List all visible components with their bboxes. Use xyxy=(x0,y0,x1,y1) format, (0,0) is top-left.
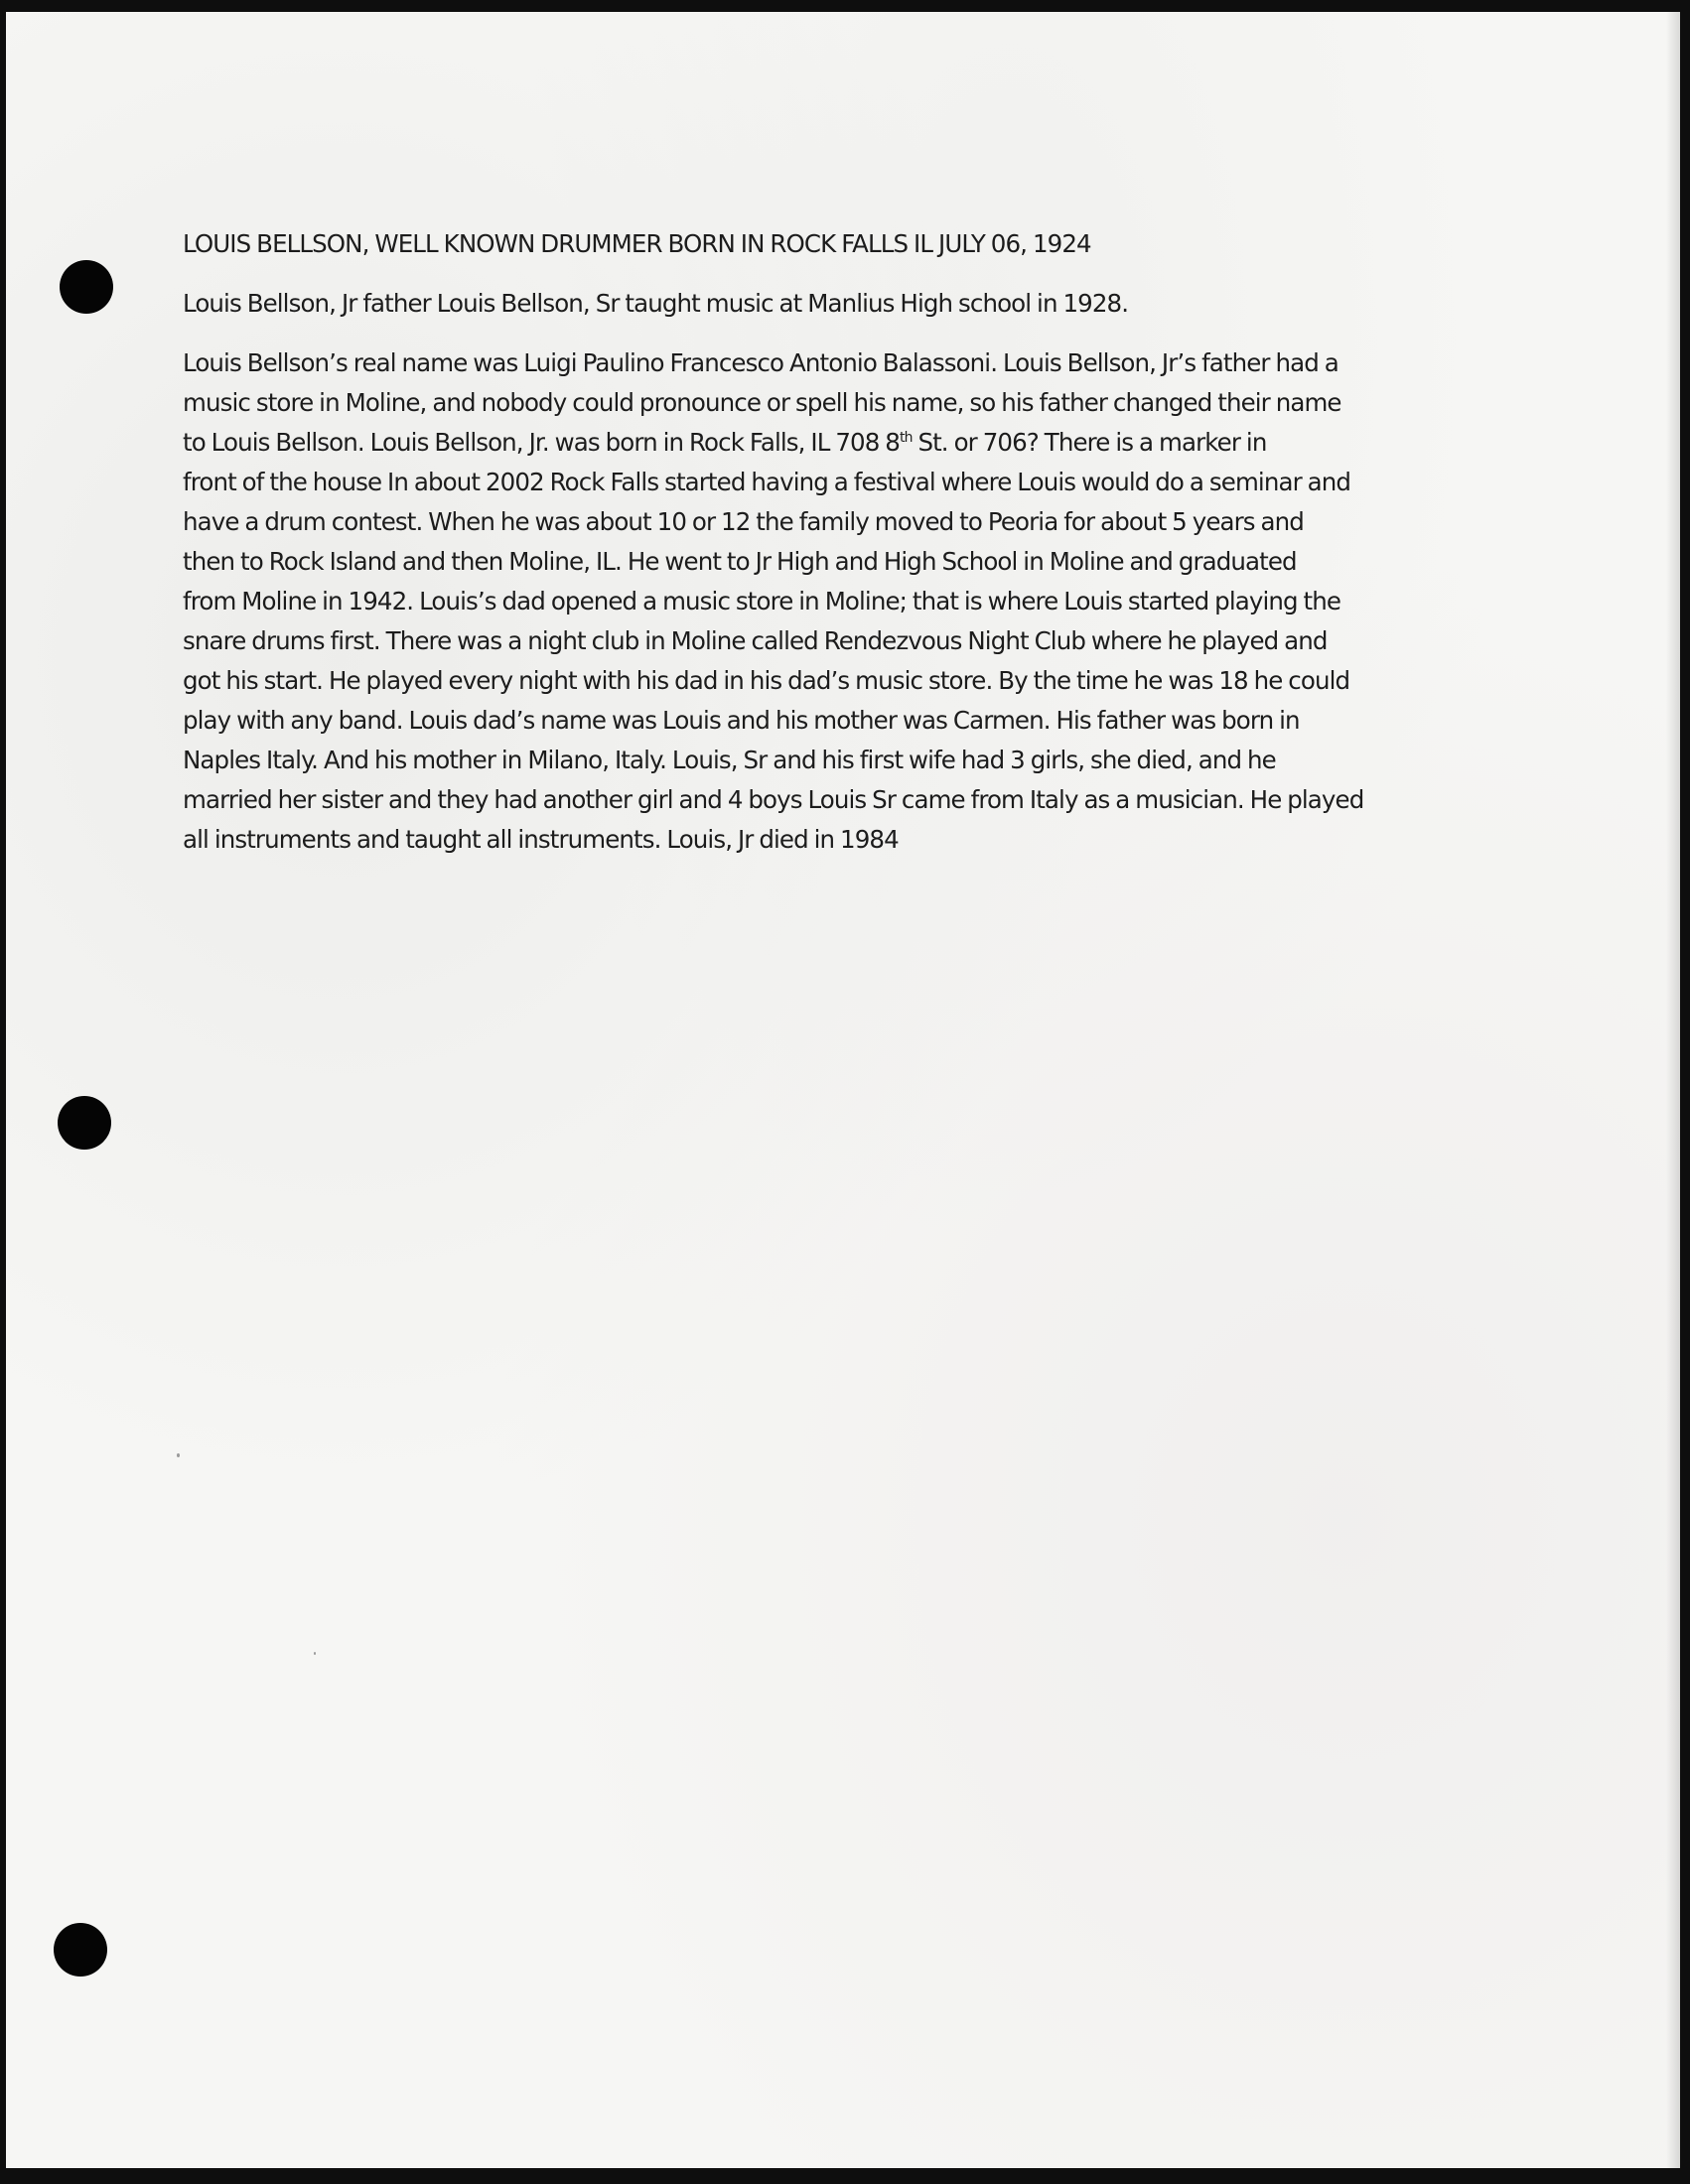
body-line: got his start. He played every night with his dad in his dad’s music store. By the time he was 18 he could xyxy=(183,666,1350,695)
body-line: Louis Bellson’s real name was Luigi Paulino Francesco Antonio Balassoni. Louis Bellson, Jr’s father had a xyxy=(183,348,1338,377)
body-line: snare drums first. There was a night club in Moline called Rendezvous Night Club where he played and xyxy=(183,626,1328,655)
paper-speck xyxy=(177,1453,180,1457)
body-line-text: to Louis Bellson. Louis Bellson, Jr. was born in Rock Falls, IL 708 8 xyxy=(183,428,900,457)
document-text xyxy=(183,224,1493,860)
ordinal-superscript: th xyxy=(900,429,913,446)
body-line: play with any band. Louis dad’s name was Louis and his mother was Carmen. His father was born in xyxy=(183,706,1300,735)
paper-edge-shadow xyxy=(1666,12,1680,2168)
body-line xyxy=(183,423,1493,463)
body-line: have a drum contest. When he was about 10 or 12 the family moved to Peoria for about 5 years and xyxy=(183,507,1304,536)
body-line: from Moline in 1942. Louis’s dad opened a music store in Moline; that is where Louis started playing the xyxy=(183,587,1341,615)
paper-speck xyxy=(314,1652,316,1655)
punch-hole-middle xyxy=(58,1096,111,1150)
body-line: Naples Italy. And his mother in Milano, Italy. Louis, Sr and his first wife had 3 girls, she died, and he xyxy=(183,746,1276,774)
punch-hole-top xyxy=(60,260,113,314)
body-line: married her sister and they had another girl and 4 boys Louis Sr came from Italy as a musician. He played xyxy=(183,785,1364,814)
body-line: front of the house In about 2002 Rock Falls started having a festival where Louis would do a seminar and xyxy=(183,468,1351,496)
body-line: then to Rock Island and then Moline, IL. He went to Jr High and High School in Moline and graduated xyxy=(183,547,1297,576)
body-line-text: St. or 706? There is a marker in xyxy=(912,428,1267,457)
body-line: music store in Moline, and nobody could pronounce or spell his name, so his father changed their name xyxy=(183,388,1341,417)
document-heading: LOUIS BELLSON, WELL KNOWN DRUMMER BORN IN ROCK FALLS IL JULY 06, 1924 xyxy=(183,229,1091,258)
body-paragraph xyxy=(183,343,1493,860)
paper-sheet xyxy=(6,12,1680,2168)
punch-hole-bottom xyxy=(54,1923,107,1977)
body-line: all instruments and taught all instruments. Louis, Jr died in 1984 xyxy=(183,825,899,854)
intro-paragraph: Louis Bellson, Jr father Louis Bellson, Sr taught music at Manlius High school in 1928. xyxy=(183,289,1129,318)
